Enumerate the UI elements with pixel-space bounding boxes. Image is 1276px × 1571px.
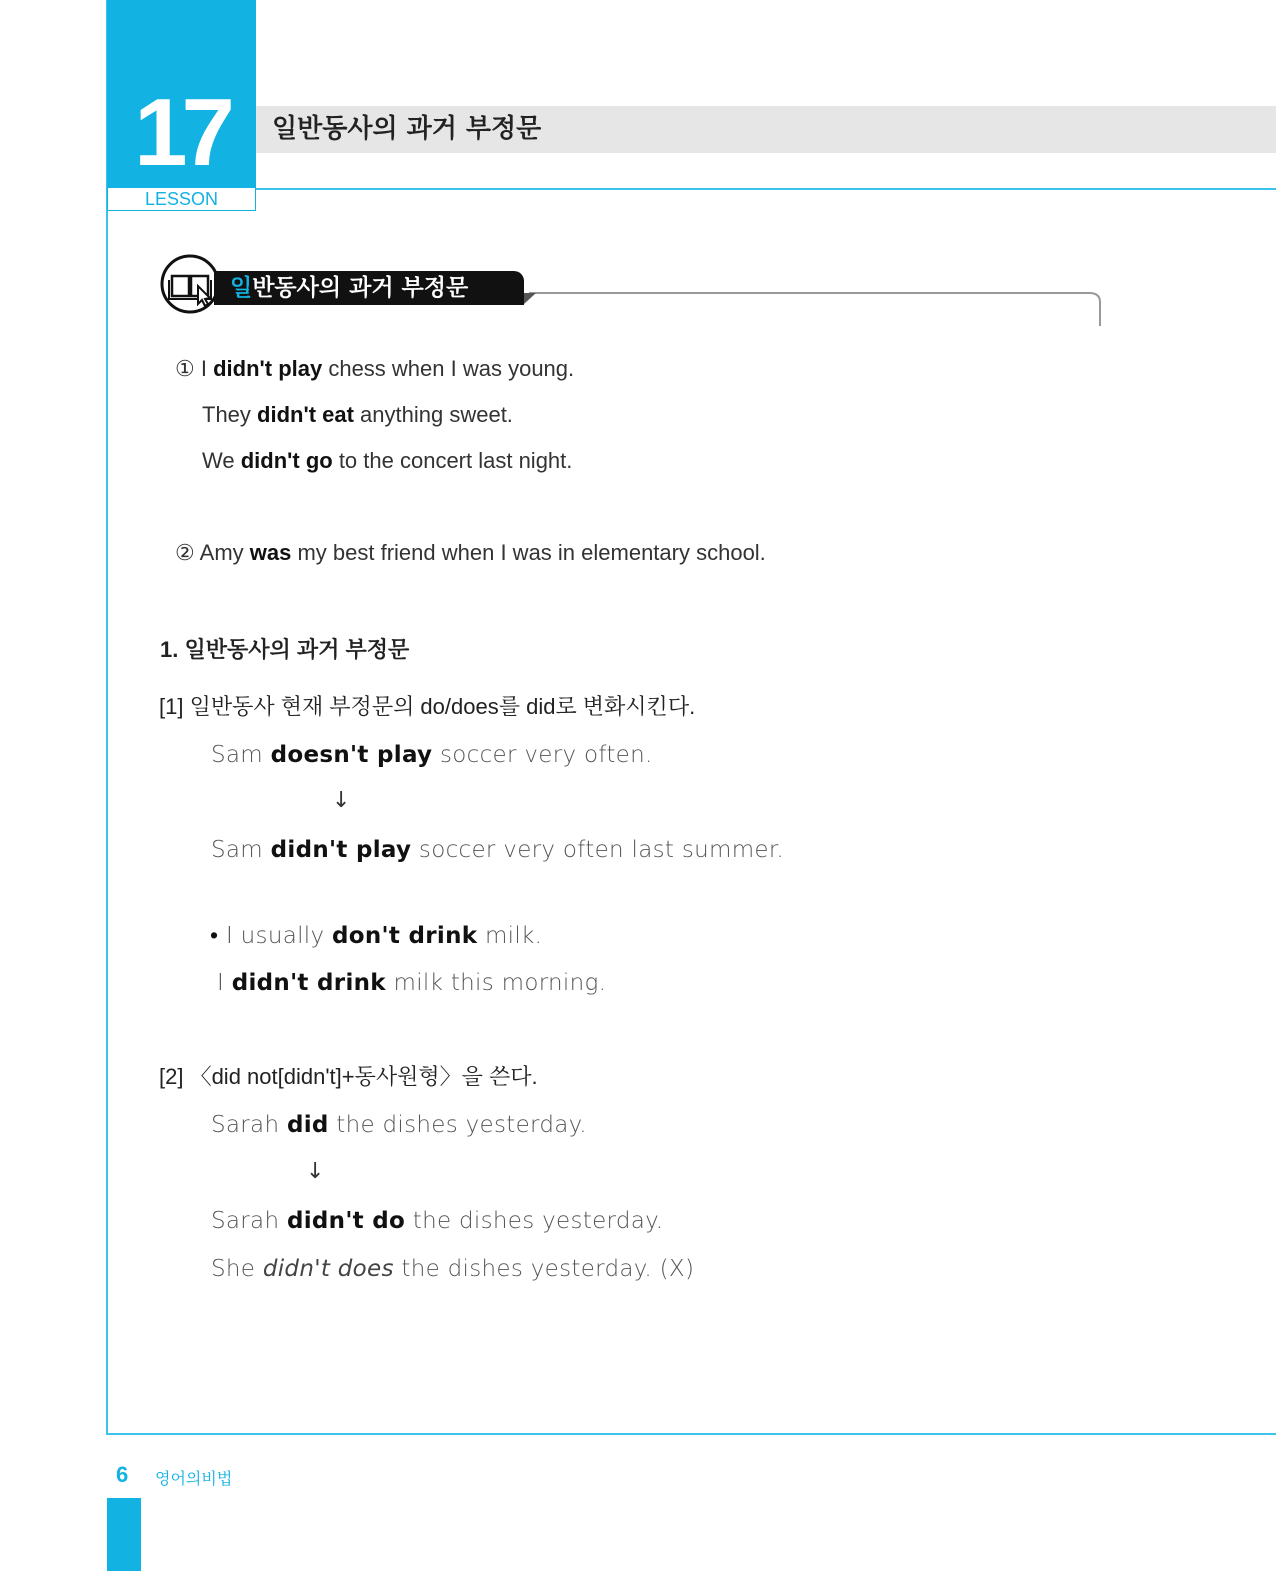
section-rule (524, 290, 1102, 326)
example-before: Sam doesn't play soccer very often. (211, 742, 653, 768)
rule-1: [1] 일반동사 현재 부정문의 do/does를 did로 변화시킨다. (159, 694, 696, 719)
book-title: 영어의비법 (155, 1469, 233, 1488)
rule-2: [2] 〈did not[didn't]+동사원형〉을 쓴다. (159, 1064, 538, 1089)
footer-tab (107, 1498, 141, 1571)
lesson-number: 17 (134, 79, 229, 186)
example-wrong: She didn't does the dishes yesterday. (X) (211, 1256, 695, 1282)
example-line: ② Amy was my best friend when I was in elementary school. (175, 540, 766, 565)
example-line: They didn't eat anything sweet. (202, 402, 513, 427)
top-divider (256, 188, 1276, 190)
grammar-heading: 1. 일반동사의 과거 부정문 (160, 637, 410, 662)
section-title: 일반동사의 과거 부정문 (230, 275, 469, 301)
example-before: Sarah did the dishes yesterday. (211, 1112, 587, 1138)
left-border-line (106, 0, 108, 1434)
lesson-label: LESSON (107, 188, 256, 211)
example-line: ① I didn't play chess when I was young. (175, 356, 575, 381)
example-line: We didn't go to the concert last night. (202, 448, 573, 473)
example-bullet-line: • I usually don't drink milk. (210, 923, 543, 949)
book-cursor-icon (160, 254, 220, 314)
page-number: 6 (116, 1462, 129, 1487)
down-arrow-icon: ↓ (332, 788, 351, 813)
down-arrow-icon: ↓ (306, 1159, 325, 1184)
example-line: I didn't drink milk this morning. (217, 970, 607, 996)
example-after: Sam didn't play soccer very often last summer. (211, 837, 785, 863)
example-after: Sarah didn't do the dishes yesterday. (211, 1208, 664, 1234)
bullet-icon: • (210, 923, 219, 949)
lesson-title: 일반동사의 과거 부정문 (272, 114, 542, 144)
bottom-divider (106, 1433, 1276, 1435)
